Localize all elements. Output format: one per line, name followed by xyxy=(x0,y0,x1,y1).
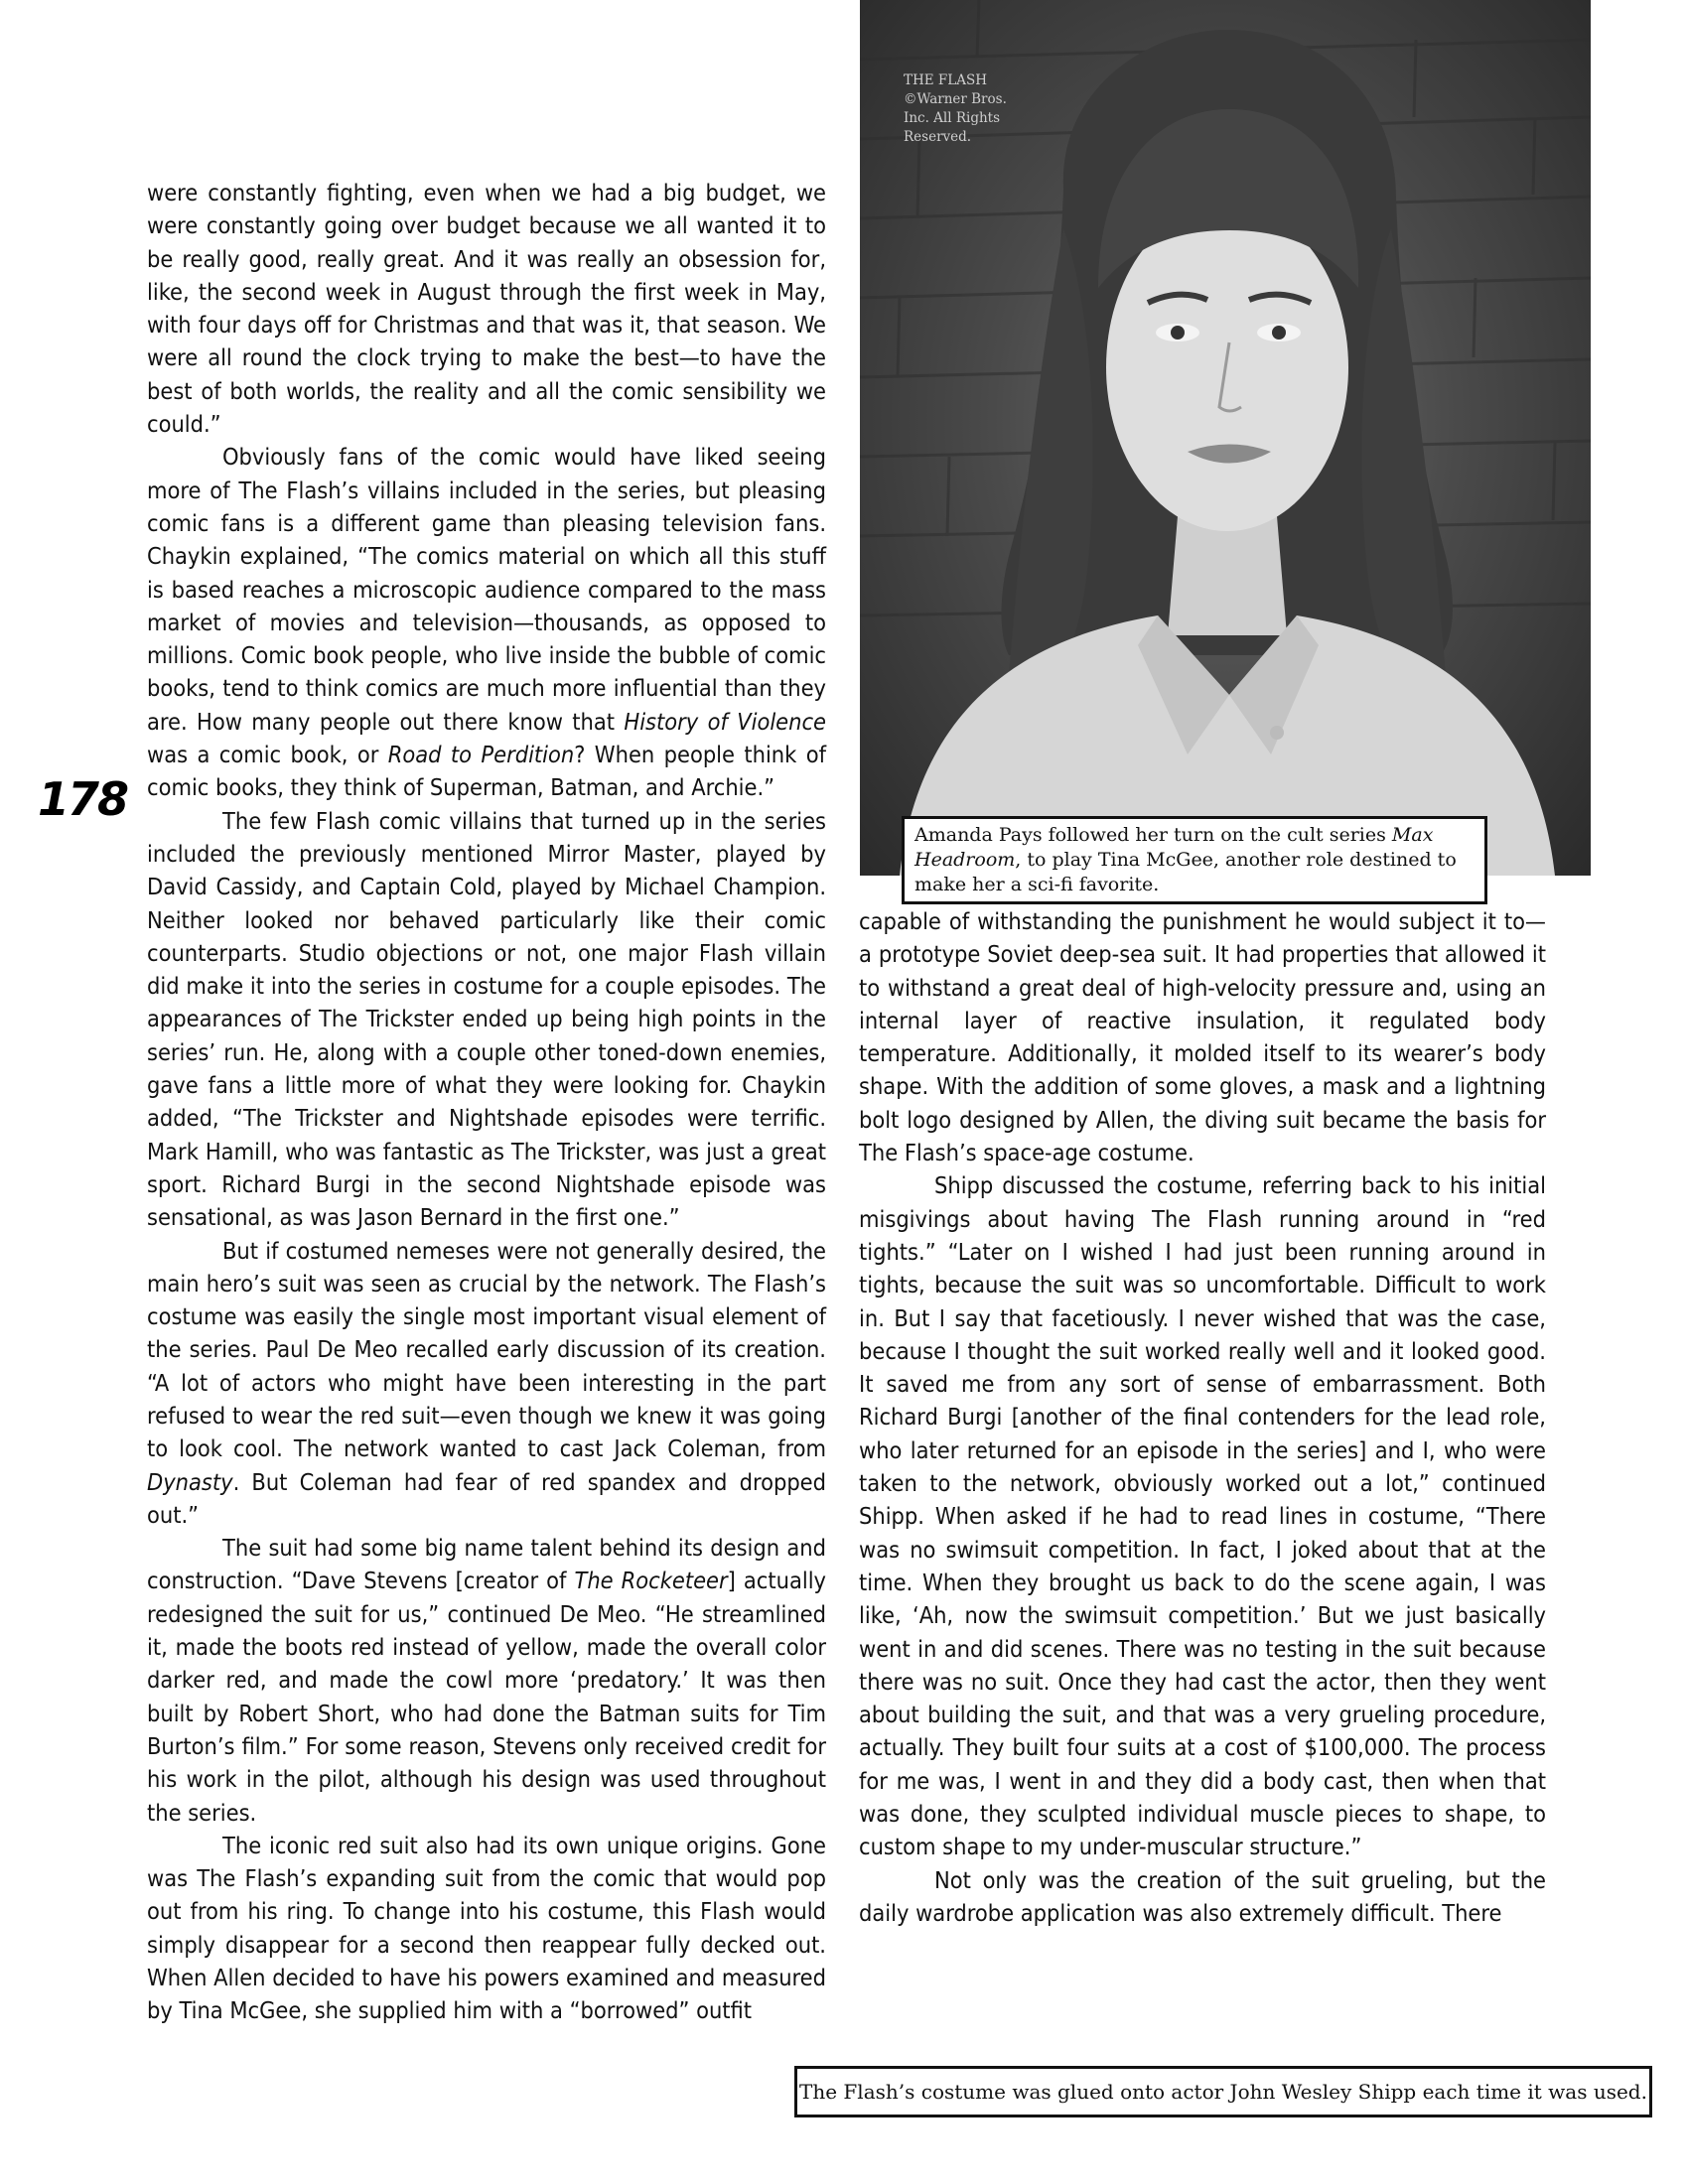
text-run: Shipp discussed the costume, referring back to his initial misgivings about having The Flash running around in “red tights.” “Later on I wished I had just been running around in tights, because the suit was so uncomfortable. Difficult to work in. But I say that facetiously. I never wished that was the case, because I thought the suit worked really well and it looked good. It saved me from any sort of sense of embarrassment. Both Richard Burgi [another of the final contenders for the lead role, who later returned for an episode in the series] and I, who were taken to the network, obviously worked out a lot,” continued Shipp. When asked if he had to read lines in costume, “There was no swimsuit competition. In fact, I joked about that at the time. When they brought us back to do the scene again, I was like, ‘Ah, now the swimsuit competition.’ But we just basically went in and did scenes. There was no testing in the suit because there was no suit. Once they had cast the actor, then they went about building the suit, and that was a very grueling procedure, actually. They built four suits at a cost of $100,000. The process for me was, I went in and they did a body cast, then when that was done, they sculpted individual muscle pieces to shape, to custom shape to my under-muscular structure.” xyxy=(859,1171,1546,1861)
photo-credit-line: ©Warner Bros. xyxy=(904,91,1007,107)
face xyxy=(1106,204,1348,531)
italic-title: Road to Perdition xyxy=(387,741,575,769)
italic-title: The Rocketeer xyxy=(574,1567,728,1595)
text-run: Obviously fans of the comic would have liked seeing more of The Flash’s villains included in the series, but pleasing comic fans is a different game than pleasing television fans. Chaykin explained, “The comics material on which all this stuff is based reaches a microscopic audience compared to the mass market of movies and television—thousands, as opposed to millions. Comic book people, who live inside the bubble of comic books, tend to think comics are much more influential than they are. How many people out there know that xyxy=(147,443,826,736)
paragraph xyxy=(859,905,1546,1169)
text-run: capable of withstanding the punishment he would subject it to—a prototype Soviet deep-sea suit. It had properties that allowed it to withstand a great deal of high-velocity pressure and, using an internal layer of reactive insulation, it regulated body temperature. Additionally, it molded itself to its wearer’s body shape. With the addition of some gloves, a mask and a lightning bolt logo designed by Allen, the diving suit became the basis for The Flash’s space-age costume. xyxy=(859,907,1546,1167)
paragraph xyxy=(147,1830,826,2028)
text-run: The iconic red suit also had its own unique origins. Gone was The Flash’s expanding suit from the comic that would pop out from his ring. To change into his costume, this Flash would simply disappear for a second then reappear fully decked out. When Allen decided to have his powers examined and measured by Tina McGee, she supplied him with a “borrowed” outfit xyxy=(147,1831,826,2025)
bottom-caption: The Flash’s costume was glued onto actor John Wesley Shipp each time it was used. xyxy=(794,2066,1652,2117)
paragraph xyxy=(147,177,826,441)
text-run: Not only was the creation of the suit grueling, but the daily wardrobe application was also extremely difficult. There xyxy=(859,1865,1546,1927)
italic-title: Max Headroom xyxy=(914,824,1434,871)
paragraph xyxy=(859,1864,1546,1931)
text-run: were constantly fighting, even when we had a big budget, we were constantly going over budget because we all wanted it to be really good, really great. And it was really an obsession for, like, the second week in August through the first week in May, with four days off for Christmas and that was it, that season. We were all round the clock trying to make the best—to have the best of both worlds, the reality and all the comic sensibility we could.” xyxy=(147,179,826,439)
text-run: ? When people think of comic books, they think of Superman, Batman, and Archie.” xyxy=(147,741,826,802)
photo-credit xyxy=(904,71,1043,147)
paragraph xyxy=(859,1169,1546,1863)
photo-credit-line: Reserved. xyxy=(904,129,972,145)
italic-title: Dynasty xyxy=(147,1467,233,1496)
paragraph xyxy=(147,1532,826,1830)
shirt-button xyxy=(1270,726,1284,740)
text-run: ] actually redesigned the suit for us,” continued De Meo. “He streamlined it, made the boots red instead of yellow, made the overall color darker red, and made the cowl more ‘predatory.’ It was then built by Robert Short, who had done the Batman suits for Tim Burton’s film.” For some reason, Stevens only received credit for his work in the pilot, although his design was used throughout the series. xyxy=(147,1567,826,1827)
page-number: 178 xyxy=(38,772,128,826)
text-run: Amanda Pays followed her turn on the cult series xyxy=(914,824,1392,846)
text-run: . But Coleman had fear of red spandex and dropped out.” xyxy=(147,1467,826,1529)
neck xyxy=(1168,516,1287,635)
left-text-column xyxy=(147,177,826,2028)
paragraph xyxy=(147,1235,826,1533)
text-run: But if costumed nemeses were not generally desired, the main hero’s suit was seen as crucial by the network. The Flash’s costume was easily the single most important visual element of the series. Paul De Meo recalled early discussion of its creation. “A lot of actors who might have been interesting in the part refused to wear the red suit—even though we knew it was going to look cool. The network wanted to cast Jack Coleman, from xyxy=(147,1236,826,1463)
photo-caption xyxy=(902,816,1487,904)
italic-title: History of Violence xyxy=(624,707,826,736)
text-run: The suit had some big name talent behind its design and construction. “Dave Stevens [creator of xyxy=(147,1534,826,1595)
right-text-column xyxy=(859,905,1546,1930)
text-run: was a comic book, or xyxy=(147,741,388,769)
paragraph xyxy=(147,805,826,1235)
photo-credit-line: Inc. All Rights xyxy=(904,110,1001,126)
text-run: The few Flash comic villains that turned up in the series included the previously mentioned Mirror Master, played by David Cassidy, and Captain Cold, played by Michael Champion. Neither looked nor behaved particularly like their comic counterparts. Studio objections or not, one major Flash villain did make it into the series in costume for a couple episodes. The appearances of The Trickster ended up being high points in the series’ run. He, along with a couple other toned-down enemies, gave fans a little more of what they were looking for. Chaykin added, “The Trickster and Nightshade episodes were terrific. Mark Hamill, who was fantastic as The Trickster, was just a great sport. Richard Burgi in the second Nightshade episode was sensational, as was Jason Bernard in the first one.” xyxy=(147,806,826,1232)
text-run: , to play Tina McGee, another role destined to make her a sci-fi favorite. xyxy=(914,849,1457,895)
paragraph xyxy=(147,441,826,804)
photo-credit-line: THE FLASH xyxy=(904,72,988,88)
portrait-photo xyxy=(860,0,1591,876)
